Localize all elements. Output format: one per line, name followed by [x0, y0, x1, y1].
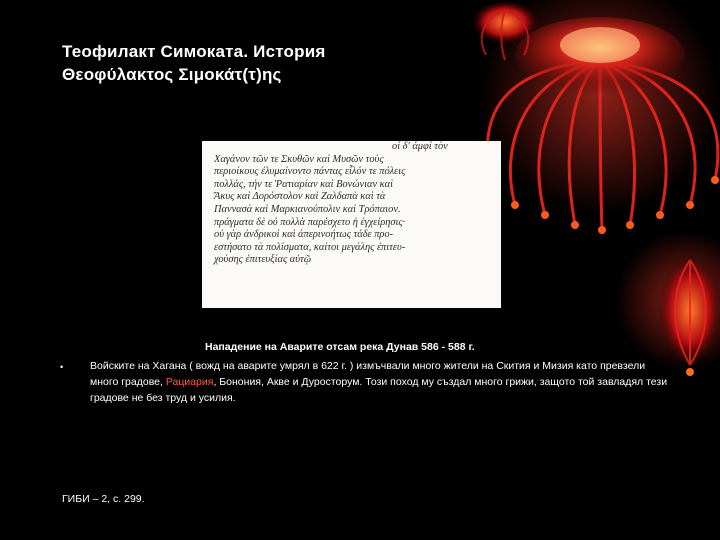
slide-title — [62, 40, 325, 86]
highlighted-place-name: Рациария — [165, 376, 214, 388]
excerpt-line: οὐ γὰρ ἀνδρικοὶ καὶ ἀπερινοήτως τάδε προ- — [214, 229, 394, 241]
greek-text-excerpt — [202, 141, 501, 308]
slide-title-line-1: Теофилакт Симоката. История — [62, 42, 326, 61]
bullet-text-before: Войските на Хагана ( вожд на аварите умрял в 622 г. ) измъчвали много жители на Скития и Мизия като превзели много градове, — [90, 360, 646, 388]
excerpt-line: Παννασὰ καὶ Μαρκιανούπολιν καὶ Τρόπαιον. — [214, 203, 401, 215]
excerpt-line: πολλάς, τήν τε Ῥατιαρίαν καὶ Βονώνιαν καὶ — [214, 178, 393, 190]
bullet-paragraph — [90, 358, 668, 406]
source-citation: ГИБИ – 2, с. 299. — [62, 493, 145, 505]
excerpt-line: πράγματα δὲ οὐ πολλὰ παρέσχετο ἡ ἐγχείρησις· — [214, 216, 406, 228]
excerpt-line: χούσης ἐπιτευξίας αὐτῷ — [214, 254, 312, 266]
excerpt-line: Ἄκυς καὶ Δορόστολον καὶ Ζαλδαπὰ καὶ τὰ — [214, 191, 386, 203]
bullet-text-after: , Бонония, Акве и Дуросторум. Този поход му създал много грижи, защото той завладял тези градове не без труд и усилия. — [90, 376, 668, 404]
slide-title-line-2: Θεοφύλακτος Σιμοκάτ(τ)ης — [62, 65, 282, 84]
excerpt-line: οί δ' άμφί τὸν — [392, 141, 448, 152]
section-heading: Нападение на Аварите отсам река Дунав 586 - 588 г. — [205, 341, 475, 353]
excerpt-line: εστήσατο τὰ πολίσματα, καίτοι μεγάλης ἐπιτευ- — [214, 241, 406, 253]
excerpt-line: περιοίκους ἐλυμαίνοντο πάντας εἷλόν τε πόλεις — [214, 166, 406, 178]
bullet-marker: • — [60, 362, 64, 372]
excerpt-line: Χαγάνον τῶν τε Σκυθῶν καὶ Μυσῶν τοὺς — [214, 153, 384, 165]
excerpt-lines — [202, 141, 501, 267]
